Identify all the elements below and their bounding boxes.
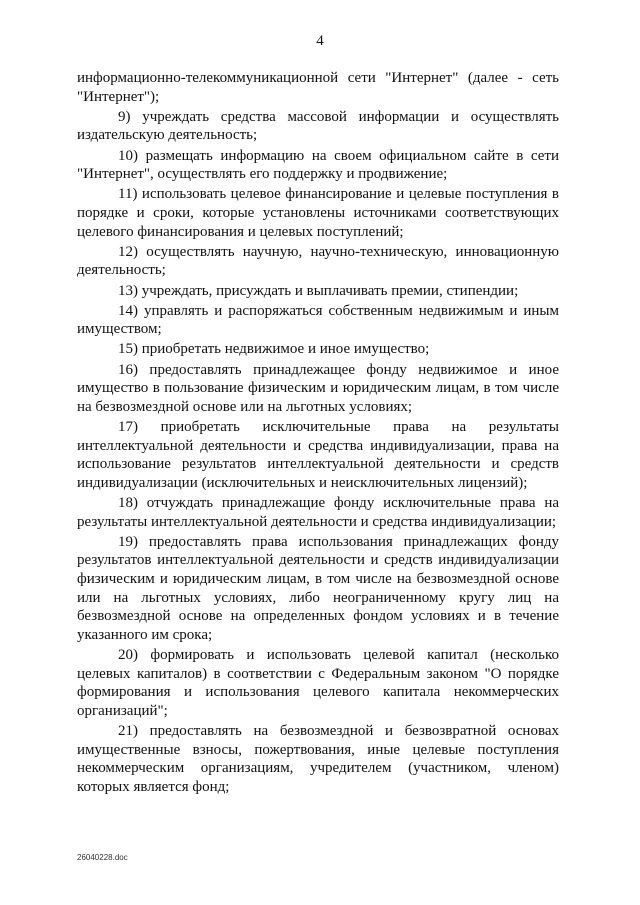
list-item-16: 16) предоставлять принадлежащее фонду недвижимое и иное имущество в пользование физическим и юридическим лицам, в том числе на безвозмездной основе или на льготных условиях;: [77, 361, 559, 415]
list-item-19: 19) предоставлять права использования принадлежащих фонду результатов интеллектуальной деятельности и средств индивидуализации физическим и юридическим лицам, в том числе на безвозмездной основе или на льготных условиях, либо неограниченному кругу лиц на безвозмездной основе на определенных фондом условиях и в течение указанного им срока;: [77, 533, 559, 643]
list-item-18: 18) отчуждать принадлежащие фонду исключительные права на результаты интеллектуальной деятельности и средства индивидуализации;: [77, 495, 559, 530]
list-item-13: 13) учреждать, присуждать и выплачивать премии, стипендии;: [118, 282, 519, 299]
list-item-11: 11) использовать целевое финансирование и целевые поступления в порядке и сроки, которые установлены источниками соответствующих целевого финансирования и целевых поступлений;: [77, 186, 559, 240]
list-item-21: 21) предоставлять на безвозмездной и безвозвратной основах имущественные взносы, пожертвования, иные целевые поступления некоммерческим организациям, учредителем (участником, членом) которых является фонд;: [77, 722, 559, 795]
list-item-9: 9) учреждать средства массовой информации и осуществлять издательскую деятельность;: [77, 108, 559, 144]
paragraph-continuation: информационно-телекоммуникационной сети "Интернет" (далее - сеть "Интернет");: [77, 70, 559, 105]
file-name-footer: 26040228.doc: [77, 853, 128, 862]
list-item-17: 17) приобретать исключительные права на результаты интеллектуальной деятельности и средства индивидуализации, права на использование результатов интеллектуальной деятельности и средств индивидуализации (исключительных и неисключительных лицензий);: [77, 419, 559, 491]
document-body: [77, 69, 559, 798]
list-item-20: 20) формировать и использовать целевой капитал (несколько целевых капиталов) в соответствии с Федеральным законом "О порядке формирования и использования целевого капитала некоммерческих организаций";: [77, 646, 559, 719]
list-item-15: 15) приобретать недвижимое и иное имущество;: [118, 341, 430, 358]
list-item-10: 10) размещать информацию на своем официальном сайте в сети "Интернет", осуществлять его поддержку и продвижение;: [77, 147, 559, 183]
page-number: 4: [316, 33, 324, 49]
list-item-14: 14) управлять и распоряжаться собственным недвижимым и иным имуществом;: [77, 302, 559, 338]
list-item-12: 12) осуществлять научную, научно-техническую, инновационную деятельность;: [77, 243, 559, 279]
